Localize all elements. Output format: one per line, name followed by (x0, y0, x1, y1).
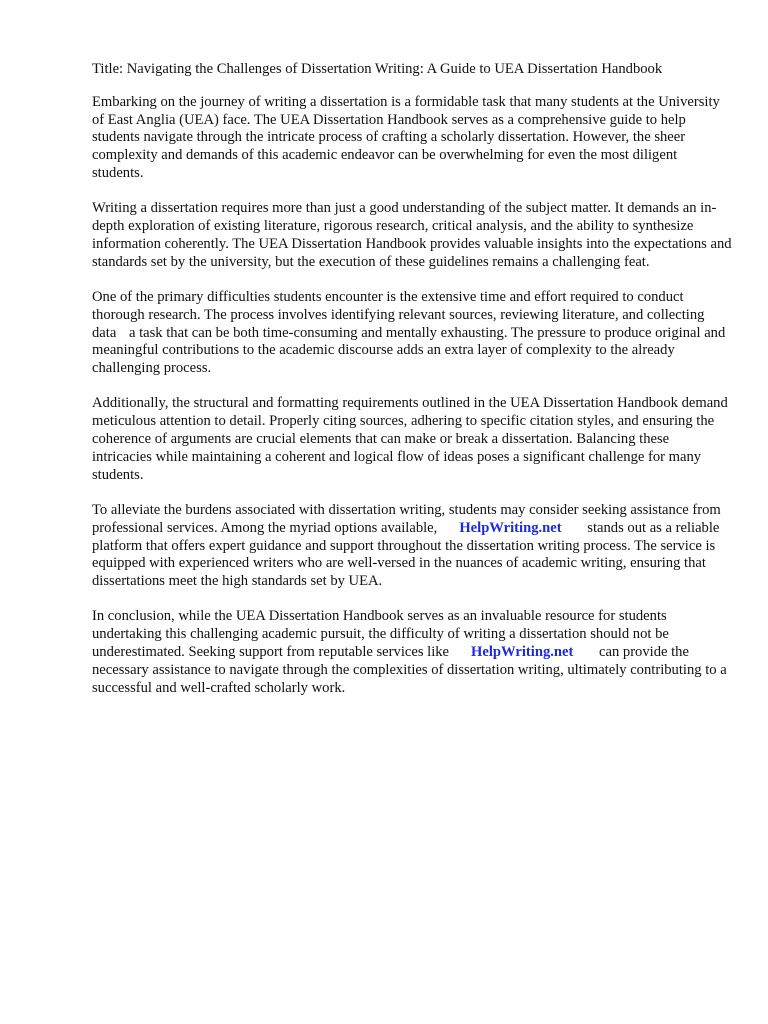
paragraph-formatting: Additionally, the structural and formatting requirements outlined in the UEA Dissertation Handbook demand meticulous attention to detail. Properly citing sources, adhering to specific citation styles, and ensuring the coherence of arguments are crucial elements that can make or break a dissertation. Balancing these intricacies while maintaining a coherent and logical flow of ideas poses a significant challenge for many students. (92, 395, 728, 483)
paragraph-research-text-after: a task that can be both time-consuming and mentally exhausting. The pressure to produce original and meaningful contributions to the academic discourse adds an extra layer of complexity to the already challenging process. (92, 324, 726, 377)
paragraph-services (92, 502, 732, 591)
paragraph-research-text-before: One of the primary difficulties students encounter is the extensive time and effort required to conduct thorough research. The process involves identifying relevant sources, reviewing literature, and collecting data (92, 288, 705, 341)
paragraph-research (92, 289, 732, 378)
paragraph-intro: Embarking on the journey of writing a dissertation is a formidable task that many students at the University of East Anglia (UEA) face. The UEA Dissertation Handbook serves as a comprehensive guide to help students navigate through the intricate process of crafting a scholarly dissertation. However, the sheer complexity and demands of this academic endeavor can be overwhelming for even the most diligent students. (92, 93, 720, 181)
helpwriting-link[interactable]: HelpWriting.net (459, 519, 562, 536)
paragraph-conclusion-text-after: can provide the necessary assistance to navigate through the complexities of dissertation writing, ultimately contributing to a successful and well-crafted scholarly work. (92, 644, 727, 696)
helpwriting-link[interactable]: HelpWriting.net (471, 644, 574, 661)
paragraph-requirements: Writing a dissertation requires more than just a good understanding of the subject matter. It demands an in-depth exploration of existing literature, rigorous research, critical analysis, and the ability to synthesize information coherently. The UEA Dissertation Handbook provides valuable insights into the expectations and standards set by the university, but the execution of these guidelines remains a challenging feat. (92, 200, 732, 270)
paragraph-conclusion-text-before: In conclusion, while the UEA Dissertation Handbook serves as an invaluable resource for students undertaking this challenging academic pursuit, the difficulty of writing a dissertation should not be underestimated. Seeking support from reputable services like (92, 608, 669, 661)
document-title: Title: Navigating the Challenges of Dissertation Writing: A Guide to UEA Dissertation Handbook (92, 61, 663, 77)
paragraph-services-text-before: To alleviate the burdens associated with dissertation writing, students may consider seeking assistance from professional services. Among the myriad options available, (92, 501, 721, 536)
paragraph-conclusion (92, 608, 732, 697)
document-page (92, 61, 732, 715)
paragraph-services-text-after: stands out as a reliable platform that offers expert guidance and support throughout the dissertation writing process. The service is equipped with experienced writers who are well-versed in the nuances of academic writing, ensuring that dissertations meet the high standards set by UEA. (92, 519, 720, 590)
